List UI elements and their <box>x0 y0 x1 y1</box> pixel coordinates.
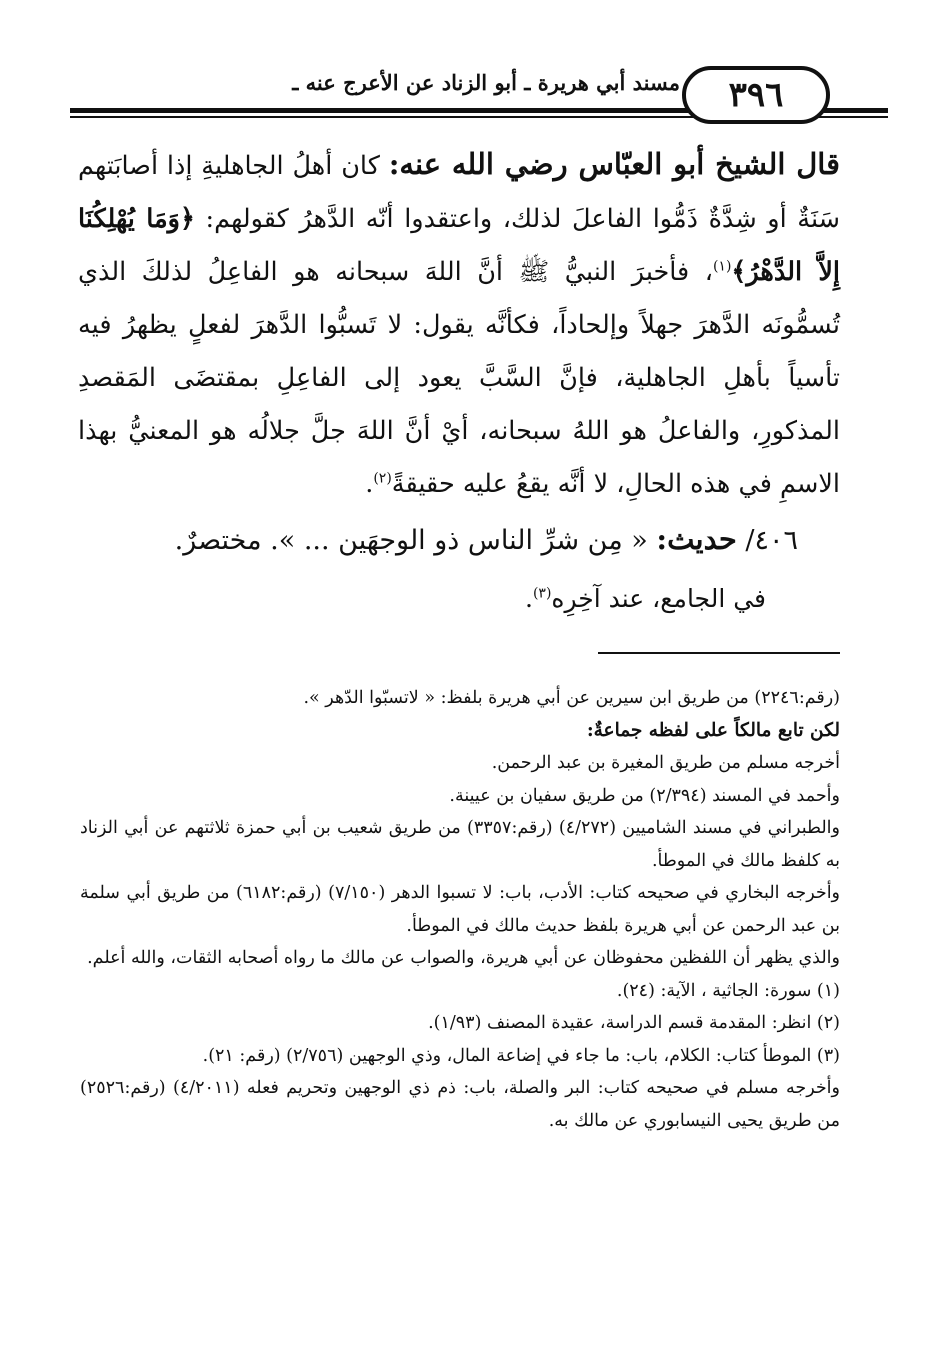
footnote-line: (رقم:٢٢٤٦) من طريق ابن سيرين عن أبي هريرة بلفظ: « لاتسبّوا الدّهر ». <box>303 688 840 708</box>
running-header <box>70 64 888 128</box>
paragraph-continuation: ، فأخبرَ النبيُّ ﷺ أنَّ اللهَ سبحانه هو الفاعِلُ لذلكَ الذي تُسمُّونَه الدَّهرَ جهلاً وإلحاداً، فكأنَّه يقول: لا تَسبُّوا الدَّهرَ لفعلٍ يظهرُ فيه تأسياً بأهلِ الجاهلية، فإنَّ السَّبَّ يعود إلى الفاعِلِ بمقتضَى المَقصدِ المذكورِ، والفاعلُ هو اللهُ سبحانه، أيْ أنَّ اللهَ جلَّ جلالُه هو المعنيُّ بهذا الاسمِ في هذه الحالِ، لا أنَّه يقعُ عليه حقيقةً <box>78 257 840 499</box>
footnote-separator <box>598 652 840 654</box>
footnote-2: (٢) انظر: المقدمة قسم الدراسة، عقيدة المصنف (١/٩٣). <box>428 1013 840 1033</box>
hadith-entry <box>78 522 798 556</box>
footnote-line: وأخرجه البخاري في صحيحه كتاب: الأدب، باب: لا تسبوا الدهر (٧/١٥٠) (رقم:٦١٨٢) من طريق أبي سلمة بن عبد الرحمن عن أبي هريرة بلفظ حديث مالك في الموطأ. <box>80 883 841 936</box>
footnote-3-continued: وأخرجه مسلم في صحيحه كتاب: البر والصلة، باب: ذم ذي الوجهين وتحريم فعله (٤/٢٠١١) (رقم:٢٥٢٦) من طريق يحيى النيسابوري عن مالك به. <box>80 1078 840 1131</box>
footnote-1: (١) سورة: الجاثية ، الآية: (٢٤). <box>616 980 840 1001</box>
hadith-source-end: . <box>524 584 533 613</box>
footnote-line: أخرجه مسلم من طريق المغيرة بن عبد الرحمن. <box>491 753 840 773</box>
footnotes <box>80 682 840 1137</box>
quran-quote: ﴿وَمَا يُهْلِكُنَا إِلاَّ الدَّهْرُ﴾ <box>78 204 840 287</box>
footnote-3: (٣) الموطأ كتاب: الكلام، باب: ما جاء في إضاعة المال، وذي الوجهين (٢/٧٥٦) (رقم: ٢١). <box>202 1045 840 1066</box>
header-title: مسند أبي هريرة ـ أبو الزناد عن الأعرج عنه ـ <box>292 70 680 95</box>
hadith-source <box>78 584 766 613</box>
speaker-label: قال الشيخ أبو العبّاس رضي الله عنه: <box>388 147 840 181</box>
commentary-paragraph <box>78 138 840 511</box>
hadith-source-text: في الجامع، عند آخِرِه <box>551 584 766 613</box>
hadith-text: « مِن شرِّ الناس ذو الوجهَين ... ». مختصرٌ. <box>174 525 648 556</box>
paragraph-text: كان أهلُ الجاهليةِ إذا أصابَتهم سَنَةٌ أو شِدَّةٌ ذَمُّوا الفاعلَ لذلك، واعتقدوا أنّه الدَّهرُ كقولهم: <box>78 151 841 234</box>
footnote-bold-heading: لكن تابع مالكاً على لفظه جماعةٌ: <box>586 719 840 741</box>
footnote-marker-3: (٣) <box>532 585 552 602</box>
footnote-line: وأحمد في المسند (٢/٣٩٤) من طريق سفيان بن عيينة. <box>449 785 840 806</box>
footnote-line: والذي يظهر أن اللفظين محفوظان عن أبي هريرة، والصواب عن مالك ما رواه أصحابه الثقات، والله أعلم. <box>87 948 840 968</box>
hadith-number: ٤٠٦/ <box>745 525 798 556</box>
page-number: ٣٩٦ <box>682 66 830 124</box>
paragraph-end: . <box>365 469 374 499</box>
footnote-line: والطبراني في مسند الشاميين (٤/٢٧٢) (رقم:٣٣٥٧) من طريق شعيب بن أبي حمزة ثلاثتهم عن أبي الزناد به كلفظ مالك في الموطأ. <box>80 818 840 871</box>
hadith-label: حديث: <box>656 522 737 556</box>
main-text <box>78 138 840 511</box>
footnote-marker-1: (١) <box>712 258 732 275</box>
footnote-marker-2: (٢) <box>373 470 392 487</box>
